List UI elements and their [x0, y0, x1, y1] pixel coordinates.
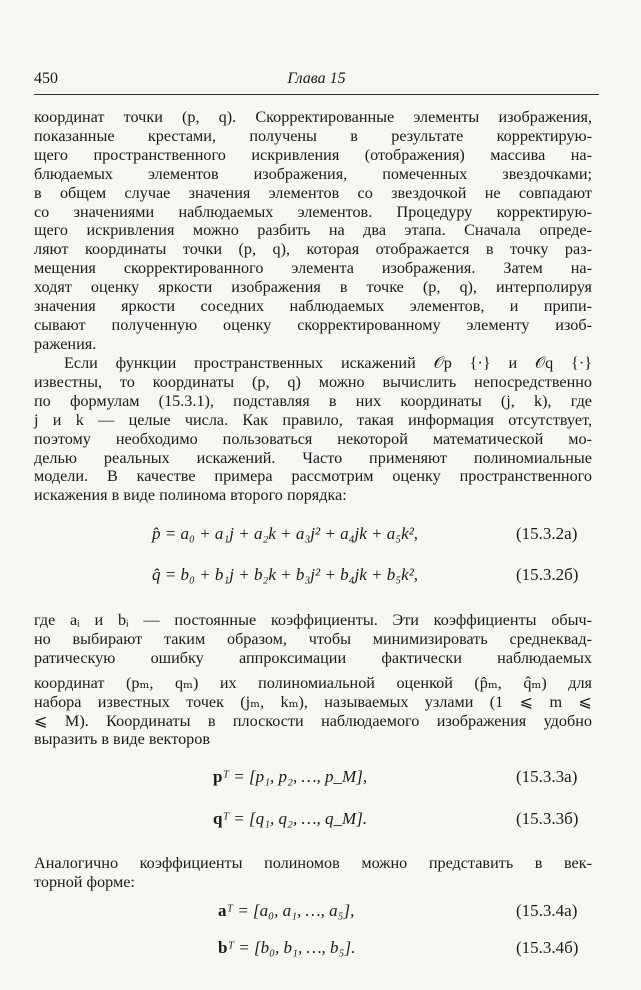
equation-15-3-2b [0, 565, 641, 591]
text-line: показанные крестами, получены в результате корректирую- [34, 126, 592, 145]
header-rule [34, 94, 599, 95]
text-line: делью реальных искажений. Часто применяют полиномиальные [34, 448, 592, 467]
text-line: Аналогично коэффициенты полиномов можно представить в век- [34, 854, 592, 872]
equation-number: (15.3.3а) [516, 767, 578, 786]
vector-symbol: p [213, 767, 223, 786]
equation-expression [213, 767, 367, 787]
text-line: но выбирают таким образом, чтобы минимизировать среднеквад- [34, 629, 592, 648]
text-line: поэтому необходимо пользоваться некоторой математической мо- [34, 429, 592, 448]
text-line: ходят оценку яркости изображения в точке (p, q), интерполируя [34, 278, 592, 297]
equation-number: (15.3.4а) [516, 901, 578, 920]
equation-15-3-4a [0, 901, 641, 927]
text-line: по формулам (15.3.1), подставляя в них координаты (j, k), где [34, 391, 592, 410]
text-line: известны, то координаты (p, q) можно вычислить непосредственно [34, 372, 592, 391]
equation-body: ᵀ = [b₀, b₁, …, b₅]. [227, 938, 356, 957]
text-line: в общем случае значения элементов со звездочкой не совпадают [34, 183, 592, 202]
equation-15-3-3b [0, 809, 641, 835]
equation-15-3-3a [0, 767, 641, 793]
text-line: ратическую ошибку аппроксимации фактически наблюдаемых [34, 648, 592, 667]
text-line: Если функции пространственных искажений 𝒪p {·} и 𝒪q {·} [64, 354, 592, 372]
text-line: искажения в виде полинома второго порядка: [34, 486, 347, 505]
equation-expression: q̂ = b₀ + b₁j + b₂k + b₃j² + b₄jk + b₅k², [152, 565, 419, 584]
text-line: выразить в виде векторов [34, 730, 210, 749]
equation-body: ᵀ = [a₀, a₁, …, a₅], [226, 901, 355, 920]
paragraph-4 [34, 854, 592, 892]
text-line: координат (pₘ, qₘ) их полиномиальной оценкой (p̂ₘ, q̂ₘ) для [34, 673, 592, 692]
text-line: мещения скорректированного элемента изображения. Затем на- [34, 259, 592, 278]
paragraph-1 [34, 108, 592, 354]
text-line: j и k — целые числа. Как правило, такая информация отсутствует, [34, 410, 592, 429]
text-line: сывают полученную оценку скорректированному элементу изоб- [34, 315, 592, 334]
text-line: со значениями наблюдаемых элементов. Процедуру корректирую- [34, 202, 592, 221]
equation-15-3-2a [0, 524, 641, 550]
equation-expression [213, 809, 367, 829]
equation-15-3-4b [0, 938, 641, 964]
text-line: значения яркости соседних наблюдаемых элементов, и припи- [34, 297, 592, 316]
text-line: блюдаемых элементов изображения, помеченных звездочками; [34, 164, 592, 183]
text-line: координат точки (p, q). Скорректированные элементы изображения, [34, 108, 592, 126]
page-number: 450 [34, 70, 58, 87]
equation-expression [218, 901, 354, 921]
text-line: набора известных точек (jₘ, kₘ), называемых узлами (1 ⩽ m ⩽ [34, 692, 592, 711]
vector-symbol: b [218, 938, 228, 957]
equation-number: (15.3.4б) [516, 938, 579, 957]
chapter-title: Глава 15 [287, 70, 346, 87]
text-line: ⩽ M). Координаты в плоскости наблюдаемого изображения удобно [34, 711, 592, 730]
text-line: щего искривления можно разбить на два этапа. Сначала опреде- [34, 221, 592, 240]
vector-symbol: q [213, 809, 223, 828]
text-line: модели. В качестве примера рассмотрим оценку пространственного [34, 467, 592, 486]
text-line: ляют координаты точки (p, q), которая отображается в точку раз- [34, 240, 592, 259]
equation-body: ᵀ = [q₁, q₂, …, q_M]. [222, 809, 368, 828]
equation-expression [218, 938, 355, 958]
vector-symbol: a [218, 901, 227, 920]
text-line: торной форме: [34, 872, 135, 891]
equation-number: (15.3.2а) [516, 524, 578, 543]
text-line: где aᵢ и bᵢ — постоянные коэффициенты. Эти коэффициенты обыч- [34, 611, 592, 629]
equation-number: (15.3.3б) [516, 809, 579, 828]
text-line: щего пространственного искривления (отображения) массива на- [34, 145, 592, 164]
equation-body: ᵀ = [p₁, p₂, …, p_M], [222, 767, 368, 786]
equation-number: (15.3.2б) [516, 565, 579, 584]
text-line: ражения. [34, 334, 97, 353]
equation-expression: p̂ = a₀ + a₁j + a₂k + a₃j² + a₄jk + a₅k², [152, 524, 419, 543]
page-header [34, 70, 599, 90]
paragraph-3 [34, 611, 592, 749]
paragraph-2 [34, 354, 592, 505]
